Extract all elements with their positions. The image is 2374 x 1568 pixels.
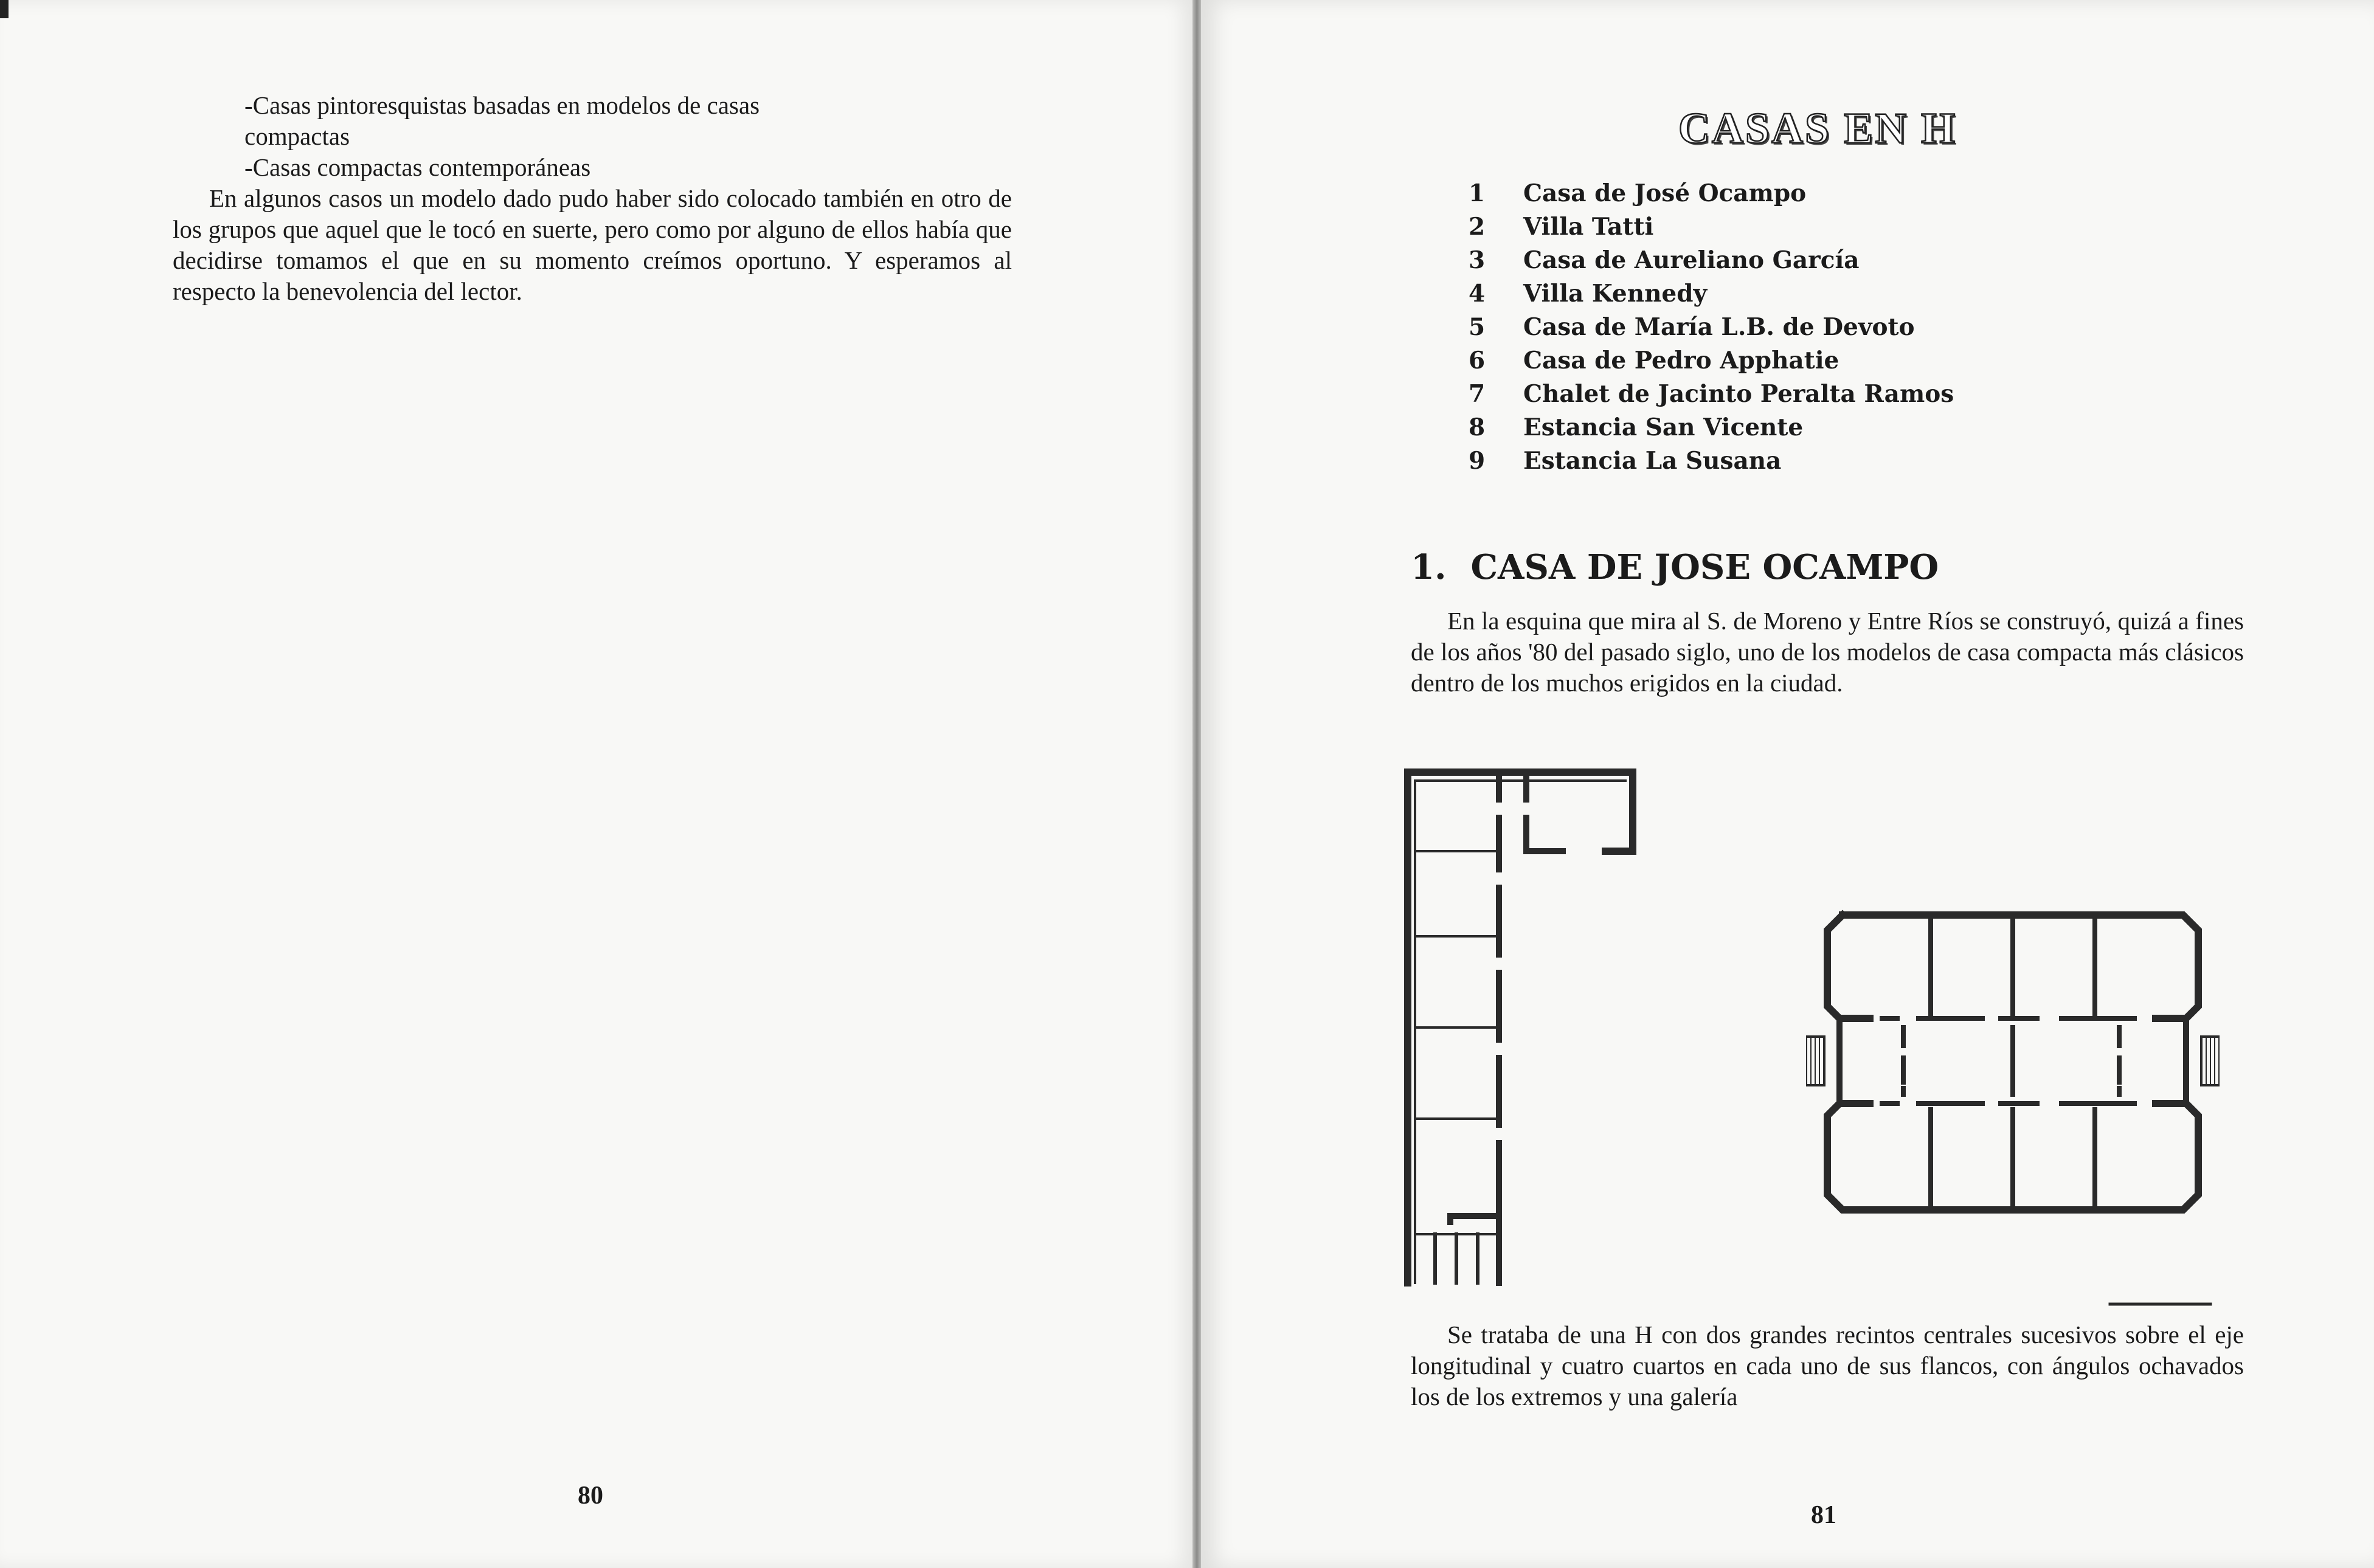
right-paragraph-2: [1411, 1319, 2244, 1412]
right-page: [1201, 0, 2374, 1568]
floor-plan-h-house: [1806, 900, 2220, 1319]
section-title: CASA DE JOSE OCAMPO: [1470, 547, 1939, 587]
item-number: 1: [1469, 179, 1486, 207]
contents-list: [1469, 176, 1954, 477]
right-paragraph-1: [1411, 606, 2244, 699]
list-item: [1469, 176, 1954, 210]
section-number: 1.: [1411, 547, 1447, 587]
item-number: 7: [1469, 379, 1486, 408]
item-number: 3: [1469, 246, 1486, 274]
item-label: Chalet de Jacinto Peralta Ramos: [1523, 379, 1954, 408]
item-label: Casa de Aureliano García: [1523, 246, 1860, 274]
bullet-1-line-2: compactas: [244, 122, 350, 150]
bullet-1-line-1: -Casas pintoresquistas basadas en modelos de casas: [244, 91, 760, 119]
floor-plan-outbuilding: [1402, 760, 1645, 1295]
item-number: 6: [1469, 346, 1486, 375]
item-label: Villa Kennedy: [1523, 279, 1708, 308]
list-item: [1469, 344, 1954, 377]
item-label: Casa de José Ocampo: [1523, 179, 1807, 207]
item-label: Estancia San Vicente: [1523, 413, 1804, 441]
item-label: Villa Tatti: [1523, 212, 1654, 241]
item-label: Casa de Pedro Apphatie: [1523, 346, 1839, 375]
item-label: Estancia La Susana: [1523, 446, 1782, 475]
list-item: [1469, 410, 1954, 444]
item-number: 5: [1469, 313, 1486, 341]
item-label: Casa de María L.B. de Devoto: [1523, 313, 1915, 341]
list-item: [1469, 310, 1954, 344]
bullet-2: -Casas compactas contemporáneas: [244, 153, 591, 181]
edge-mark: [0, 0, 9, 18]
page-title: CASAS EN H: [1678, 104, 1957, 153]
paragraph-text: Se trataba de una H con dos grandes recintos centrales sucesivos sobre el eje longitudinal y cuatro cuartos en cada uno de sus flancos, con ángulos ochavados los de los extremos y una galería: [1411, 1321, 2244, 1411]
left-paragraph: En algunos casos un modelo dado pudo haber sido colocado también en otro de los grupos que aquel que le tocó en suerte, pero como por alguno de ellos había que decidirse tomamos el que en su momento creímos oportuno. Y esperamos al respecto la benevolencia del lector.: [173, 184, 1012, 305]
list-item: [1469, 277, 1954, 310]
page-number-right: 81: [1811, 1501, 1836, 1529]
paragraph-text: En la esquina que mira al S. de Moreno y Entre Ríos se construyó, quizá a fines de los años '80 del pasado siglo, uno de los modelos de casa compacta más clásicos dentro de los muchos erigidos en la ciudad.: [1411, 607, 2244, 697]
item-number: 8: [1469, 413, 1486, 441]
item-number: 2: [1469, 212, 1486, 241]
item-number: 4: [1469, 279, 1486, 308]
list-item: [1469, 444, 1954, 477]
list-item: [1469, 210, 1954, 243]
item-number: 9: [1469, 446, 1486, 475]
list-item: [1469, 243, 1954, 277]
section-heading: [1411, 547, 1939, 587]
page-number-left: 80: [578, 1482, 603, 1510]
left-page-text: [173, 90, 1012, 307]
list-item: [1469, 377, 1954, 410]
